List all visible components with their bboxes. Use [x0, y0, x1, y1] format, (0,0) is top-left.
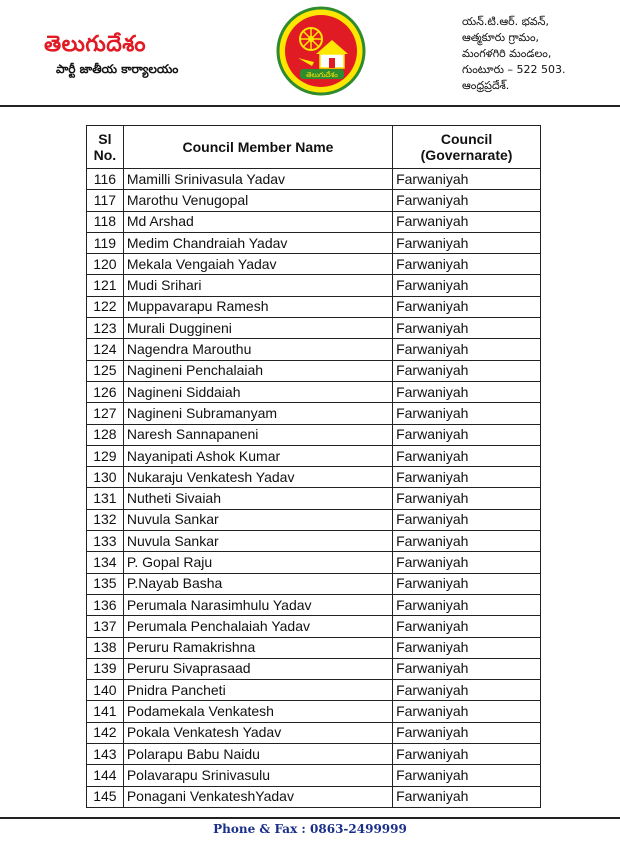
member-name-cell: Ponagani VenkateshYadav — [123, 786, 392, 807]
sl-no-cell: 129 — [87, 445, 124, 466]
sl-no-cell: 120 — [87, 254, 124, 275]
council-cell: Farwaniyah — [393, 765, 541, 786]
sl-no-cell: 137 — [87, 616, 124, 637]
office-address — [462, 14, 612, 94]
table-row — [87, 403, 541, 424]
sl-no-cell: 134 — [87, 552, 124, 573]
brand-title: తెలుగుదేశం — [44, 32, 147, 57]
member-name-cell: Polarapu Babu Naidu — [123, 744, 392, 765]
member-name-cell: Perumala Penchalaiah Yadav — [123, 616, 392, 637]
table-row — [87, 765, 541, 786]
member-name-cell: Mamilli Srinivasula Yadav — [123, 169, 392, 190]
member-name-cell: Pnidra Pancheti — [123, 680, 392, 701]
sl-no-cell: 142 — [87, 722, 124, 743]
sl-no-cell: 135 — [87, 573, 124, 594]
council-cell: Farwaniyah — [393, 509, 541, 530]
council-cell: Farwaniyah — [393, 658, 541, 679]
council-cell: Farwaniyah — [393, 211, 541, 232]
sl-no-cell: 116 — [87, 169, 124, 190]
address-line: ఆంధ్రప్రదేశ్. — [462, 79, 510, 92]
table-row — [87, 169, 541, 190]
table-row — [87, 552, 541, 573]
member-name-cell: Nagendra Marouthu — [123, 339, 392, 360]
member-name-cell: Naresh Sannapaneni — [123, 424, 392, 445]
header-council: Council (Governarate) — [393, 126, 541, 169]
sl-no-cell: 117 — [87, 190, 124, 211]
council-cell: Farwaniyah — [393, 616, 541, 637]
council-cell: Farwaniyah — [393, 701, 541, 722]
brand-subtitle: పార్టీ జాతీయ కార్యాలయం — [56, 62, 179, 76]
table-row — [87, 594, 541, 615]
party-logo — [276, 6, 366, 96]
address-line: ఆత్మకూరు గ్రామం, — [462, 31, 540, 44]
table-row — [87, 339, 541, 360]
sl-no-cell: 133 — [87, 531, 124, 552]
member-name-cell: Nayanipati Ashok Kumar — [123, 445, 392, 466]
sl-no-cell: 136 — [87, 594, 124, 615]
table-row — [87, 360, 541, 381]
header-sl-no: Sl No. — [87, 126, 124, 169]
council-cell: Farwaniyah — [393, 275, 541, 296]
logo-text: తెలుగుదేశం — [306, 71, 338, 79]
member-name-cell: P.Nayab Basha — [123, 573, 392, 594]
council-cell: Farwaniyah — [393, 424, 541, 445]
sl-no-cell: 124 — [87, 339, 124, 360]
sl-no-cell: 132 — [87, 509, 124, 530]
sl-no-cell: 138 — [87, 637, 124, 658]
sl-no-cell: 127 — [87, 403, 124, 424]
council-cell: Farwaniyah — [393, 381, 541, 402]
address-line: మంగళగిరి మండలం, — [462, 47, 552, 60]
council-cell: Farwaniyah — [393, 744, 541, 765]
table-row — [87, 445, 541, 466]
table-row — [87, 616, 541, 637]
council-cell: Farwaniyah — [393, 722, 541, 743]
member-name-cell: Nagineni Subramanyam — [123, 403, 392, 424]
council-cell: Farwaniyah — [393, 594, 541, 615]
council-cell: Farwaniyah — [393, 190, 541, 211]
sl-no-cell: 123 — [87, 318, 124, 339]
table-row — [87, 722, 541, 743]
member-name-cell: Peruru Sivaprasaad — [123, 658, 392, 679]
sl-no-cell: 145 — [87, 786, 124, 807]
contact-footer: Phone & Fax : 0863-2499999 — [213, 822, 407, 836]
council-cell: Farwaniyah — [393, 488, 541, 509]
table-row — [87, 680, 541, 701]
address-line: గుంటూరు – 522 503. — [462, 63, 566, 76]
council-cell: Farwaniyah — [393, 573, 541, 594]
member-name-cell: Md Arshad — [123, 211, 392, 232]
member-name-cell: Nuvula Sankar — [123, 531, 392, 552]
header-divider — [0, 105, 620, 107]
member-name-cell: Medim Chandraiah Yadav — [123, 232, 392, 253]
table-row — [87, 467, 541, 488]
table-row — [87, 296, 541, 317]
member-name-cell: Peruru Ramakrishna — [123, 637, 392, 658]
table-header-row — [87, 126, 541, 169]
table-row — [87, 531, 541, 552]
member-name-cell: Pokala Venkatesh Yadav — [123, 722, 392, 743]
table-row — [87, 573, 541, 594]
member-name-cell: Polavarapu Srinivasulu — [123, 765, 392, 786]
table-body — [87, 169, 541, 808]
table-row — [87, 488, 541, 509]
member-name-cell: Perumala Narasimhulu Yadav — [123, 594, 392, 615]
sl-no-cell: 144 — [87, 765, 124, 786]
sl-no-cell: 141 — [87, 701, 124, 722]
sl-no-cell: 131 — [87, 488, 124, 509]
sl-no-cell: 121 — [87, 275, 124, 296]
member-name-cell: Marothu Venugopal — [123, 190, 392, 211]
table-row — [87, 275, 541, 296]
member-name-cell: Nukaraju Venkatesh Yadav — [123, 467, 392, 488]
council-cell: Farwaniyah — [393, 339, 541, 360]
table-row — [87, 701, 541, 722]
table-row — [87, 211, 541, 232]
sl-no-cell: 128 — [87, 424, 124, 445]
table-row — [87, 658, 541, 679]
council-cell: Farwaniyah — [393, 445, 541, 466]
table-row — [87, 637, 541, 658]
table-row — [87, 509, 541, 530]
address-line: యన్.టి.ఆర్. భవన్, — [462, 15, 549, 28]
sl-no-cell: 126 — [87, 381, 124, 402]
member-name-cell: Murali Duggineni — [123, 318, 392, 339]
council-cell: Farwaniyah — [393, 531, 541, 552]
sl-no-cell: 118 — [87, 211, 124, 232]
letterhead — [0, 0, 620, 104]
member-name-cell: P. Gopal Raju — [123, 552, 392, 573]
sl-no-cell: 143 — [87, 744, 124, 765]
council-cell: Farwaniyah — [393, 637, 541, 658]
member-name-cell: Nutheti Sivaiah — [123, 488, 392, 509]
table-row — [87, 744, 541, 765]
council-cell: Farwaniyah — [393, 680, 541, 701]
sl-no-cell: 130 — [87, 467, 124, 488]
table-row — [87, 232, 541, 253]
council-cell: Farwaniyah — [393, 296, 541, 317]
table-row — [87, 254, 541, 275]
sl-no-cell: 125 — [87, 360, 124, 381]
member-name-cell: Mekala Vengaiah Yadav — [123, 254, 392, 275]
member-name-cell: Nuvula Sankar — [123, 509, 392, 530]
council-cell: Farwaniyah — [393, 232, 541, 253]
council-members-table — [86, 125, 541, 808]
table-row — [87, 381, 541, 402]
sl-no-cell: 119 — [87, 232, 124, 253]
table-row — [87, 190, 541, 211]
table-row — [87, 786, 541, 807]
council-cell: Farwaniyah — [393, 467, 541, 488]
member-name-cell: Mudi Srihari — [123, 275, 392, 296]
member-name-cell: Nagineni Siddaiah — [123, 381, 392, 402]
table-row — [87, 318, 541, 339]
council-cell: Farwaniyah — [393, 254, 541, 275]
footer-divider — [0, 817, 620, 819]
member-name-cell: Nagineni Penchalaiah — [123, 360, 392, 381]
header-member-name: Council Member Name — [123, 126, 392, 169]
sl-no-cell: 122 — [87, 296, 124, 317]
council-cell: Farwaniyah — [393, 403, 541, 424]
member-name-cell: Podamekala Venkatesh — [123, 701, 392, 722]
sl-no-cell: 140 — [87, 680, 124, 701]
sl-no-cell: 139 — [87, 658, 124, 679]
member-name-cell: Muppavarapu Ramesh — [123, 296, 392, 317]
table-row — [87, 424, 541, 445]
council-cell: Farwaniyah — [393, 360, 541, 381]
council-cell: Farwaniyah — [393, 169, 541, 190]
council-cell: Farwaniyah — [393, 318, 541, 339]
council-cell: Farwaniyah — [393, 786, 541, 807]
council-cell: Farwaniyah — [393, 552, 541, 573]
